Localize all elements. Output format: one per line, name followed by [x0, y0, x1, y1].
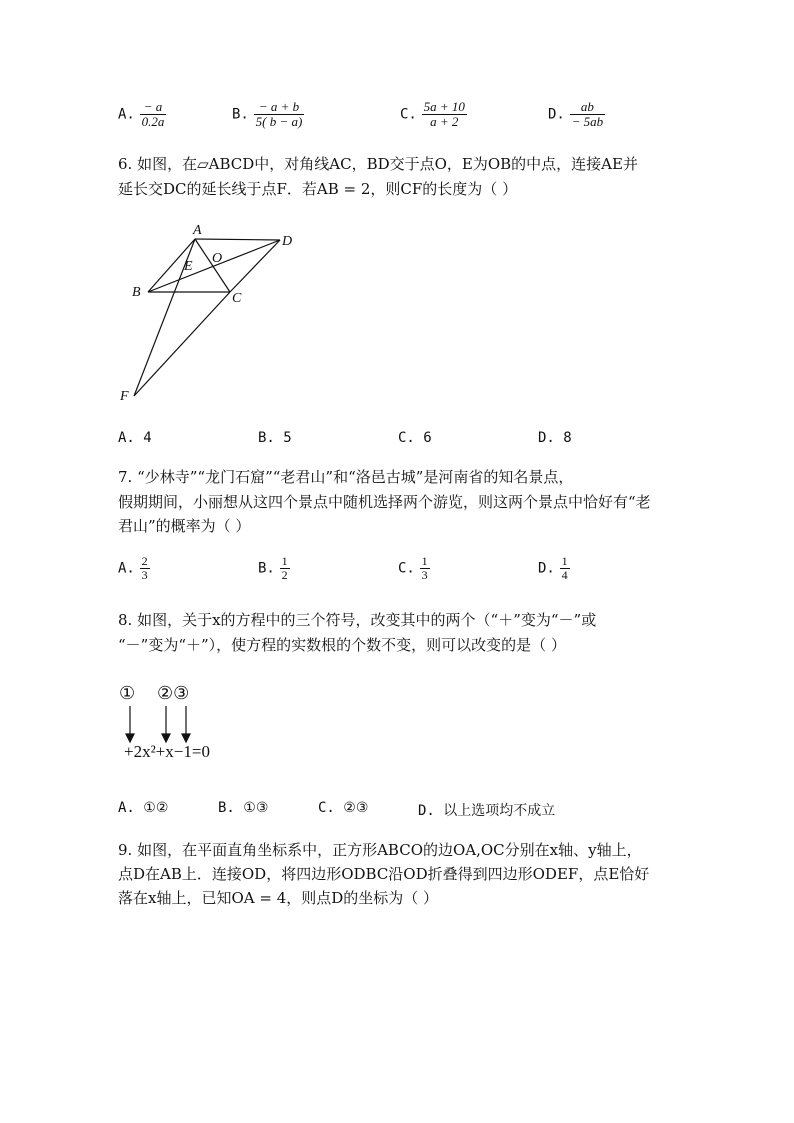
option-label: C. [400, 106, 417, 123]
label-b: B [132, 285, 141, 300]
arrow-1-head [126, 734, 134, 742]
denominator: 5( b − a) [255, 114, 303, 129]
q8-text-line-1: 8. 如图，关于x的方程中的三个符号，改变其中的两个（“＋”变为“－”或 [118, 611, 597, 629]
q6-geometry-figure [110, 218, 310, 408]
option-value: 4 [143, 430, 152, 446]
fraction [280, 555, 290, 582]
q8-text-line-2: “－”变为“＋”），使方程的实数根的个数不变，则可以改变的是（ ） [118, 636, 566, 654]
fraction [254, 100, 305, 129]
arrow-3-head [182, 734, 190, 742]
numerator: 1 [281, 554, 288, 568]
option-value: ②③ [343, 800, 369, 816]
segment-da [195, 239, 280, 240]
q7-text-line-2: 假期期间，小丽想从这四个景点中随机选择两个游览，则这两个景点中恰好有“老 [118, 493, 651, 511]
q5-option-d [548, 100, 605, 129]
q5-option-c [400, 100, 467, 129]
option-value: 6 [423, 430, 432, 446]
q7-option-b [258, 555, 290, 582]
denominator: 3 [141, 568, 148, 582]
q6-text-line-2: 延长交DC的延长线于点F．若AB = 2，则CF的长度为（ ） [118, 180, 518, 198]
option-label: B. [258, 560, 275, 577]
option-label: A. [118, 800, 135, 816]
option-label: C. [398, 430, 415, 446]
numerator: − a [140, 100, 167, 115]
option-label: D. [548, 106, 565, 123]
numerator: 1 [421, 554, 428, 568]
q8-marker-2-3: ②③ [157, 683, 190, 704]
fraction [570, 100, 606, 129]
fraction [140, 555, 150, 582]
label-c: C [232, 291, 242, 306]
option-label: D. [538, 430, 555, 446]
q8-marker-1: ① [119, 683, 136, 704]
option-value: ①③ [243, 800, 269, 816]
q8-option-d [418, 800, 555, 820]
numerator: 2 [141, 554, 148, 568]
q6-option-a [118, 430, 152, 446]
q7-option-c [398, 555, 430, 582]
fraction [420, 555, 430, 582]
segment-cd [230, 240, 280, 292]
option-label: D. [538, 560, 555, 577]
q6-option-d [538, 430, 572, 446]
numerator: − a + b [254, 100, 305, 115]
numerator: 1 [561, 554, 568, 568]
q7-option-a [118, 555, 150, 582]
denominator: 3 [421, 568, 428, 582]
denominator: a + 2 [430, 114, 459, 129]
q7-text-line-1: 7. “少林寺”“龙门石窟”“老君山”和“洛邑古城”是河南省的知名景点， [118, 468, 574, 486]
fraction [422, 100, 467, 129]
option-label: B. [258, 430, 275, 446]
option-label: A. [118, 430, 135, 446]
option-label: B. [218, 800, 235, 816]
denominator: 2 [281, 568, 288, 582]
q8-arrows [118, 704, 208, 744]
q7-option-d [538, 555, 570, 582]
option-label: A. [118, 106, 135, 123]
option-label: C. [318, 800, 335, 816]
q5-option-b [232, 100, 304, 129]
q6-option-b [258, 430, 292, 446]
numerator: ab [570, 100, 606, 115]
option-label: D. [418, 803, 435, 819]
denominator: 4 [561, 568, 568, 582]
q8-option-b [218, 800, 268, 816]
q8-equation: +2x²+x−1=0 [124, 742, 210, 761]
option-value: ①② [143, 800, 169, 816]
option-label: C. [398, 560, 415, 577]
numerator: 5a + 10 [423, 99, 465, 114]
label-f: F [120, 389, 129, 404]
label-d: D [282, 234, 293, 249]
q8-option-a [118, 800, 168, 816]
fraction [560, 555, 570, 582]
q6-option-c [398, 430, 432, 446]
option-label: A. [118, 560, 135, 577]
q9-text-line-3: 落在x轴上，已知OA = 4，则点D的坐标为（ ） [118, 889, 439, 907]
fraction [140, 100, 167, 129]
option-value: 以上选项均不成立 [443, 803, 556, 819]
q9-text-line-1: 9. 如图，在平面直角坐标系中，正方形ABCO的边OA,OC分别在x轴、y轴上， [118, 841, 642, 859]
label-e: E [184, 259, 193, 274]
option-label: B. [232, 106, 249, 123]
label-a: A [193, 223, 202, 238]
q5-option-a [118, 100, 166, 129]
arrow-2-head [162, 734, 170, 742]
q6-text-line-1: 6. 如图，在▱ABCD中，对角线AC，BD交于点O，E为OB的中点，连接AE并 [118, 155, 638, 173]
q9-text-line-2: 点D在AB上．连接OD，将四边形ODBC沿OD折叠得到四边形ODEF，点E恰好 [118, 865, 650, 883]
option-value: 8 [563, 430, 572, 446]
label-o: O [212, 251, 223, 266]
diagonal-bd [148, 240, 280, 292]
segment-cf [134, 292, 230, 396]
denominator: 0.2a [141, 114, 165, 129]
denominator: − 5ab [571, 114, 604, 129]
option-value: 5 [283, 430, 292, 446]
q7-text-line-3: 君山”的概率为（ ） [118, 517, 251, 535]
q8-option-c [318, 800, 368, 816]
